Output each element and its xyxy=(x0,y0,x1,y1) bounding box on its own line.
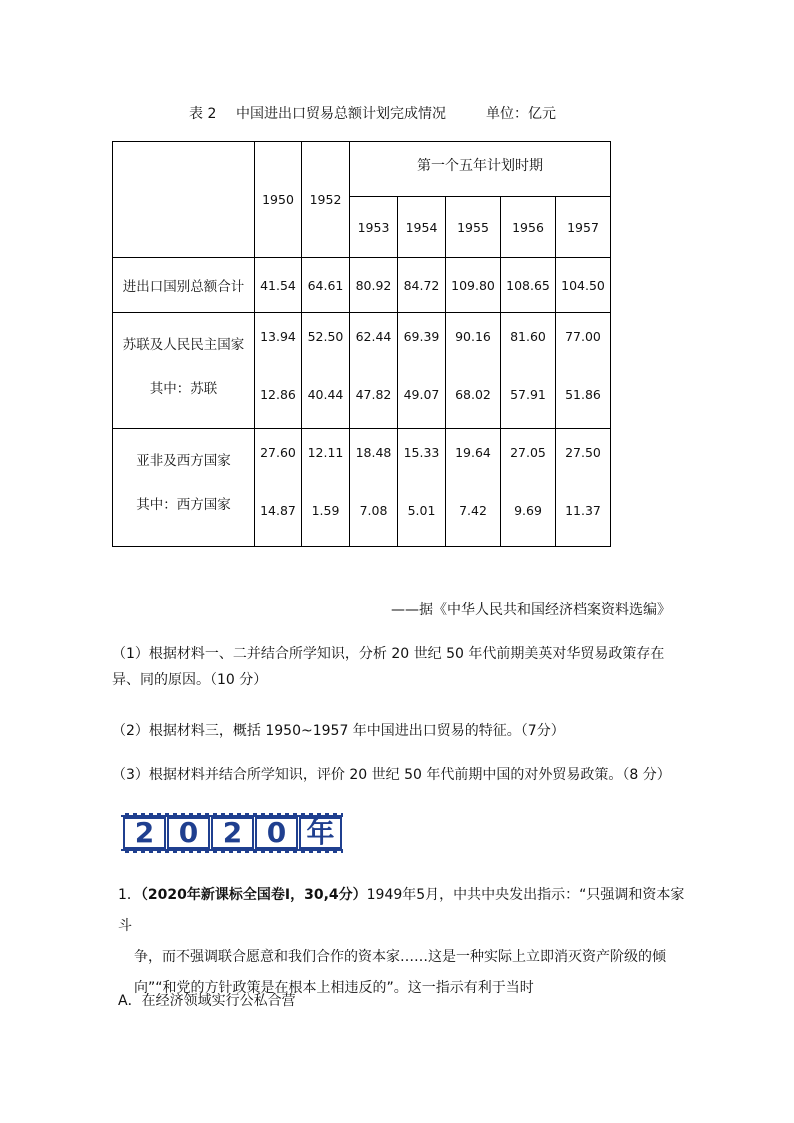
year-banner xyxy=(121,813,343,853)
table-cell: 27.05 xyxy=(510,445,546,460)
table-cell-group xyxy=(302,429,350,547)
table-cell: 104.50 xyxy=(556,258,611,313)
table-number: 表 2 xyxy=(189,106,217,122)
table-cell-group xyxy=(398,313,446,429)
question-item-1 xyxy=(118,880,688,1004)
table-cell: 1.59 xyxy=(311,503,340,518)
table-cell: 7.08 xyxy=(359,503,388,518)
year-header: 1957 xyxy=(556,197,611,258)
table-cell: 68.02 xyxy=(455,387,491,402)
year-banner-char: 0 xyxy=(255,817,298,849)
table-cell: 69.39 xyxy=(403,329,440,344)
table-cell: 108.65 xyxy=(501,258,556,313)
year-header: 1955 xyxy=(446,197,501,258)
plan-period-header: 第一个五年计划时期 xyxy=(350,142,611,197)
year-header: 1956 xyxy=(501,197,556,258)
table-cell: 18.48 xyxy=(355,445,392,460)
table-cell: 12.11 xyxy=(307,445,344,460)
table-cell-group xyxy=(446,429,501,547)
table-corner-cell xyxy=(113,142,255,258)
item-source-tag: （2020年新课标全国卷Ⅰ，30,4分） xyxy=(140,887,367,903)
year-header: 1952 xyxy=(302,142,350,258)
table-cell: 5.01 xyxy=(407,503,436,518)
trade-table xyxy=(112,141,611,547)
question-3: （3）根据材料并结合所学知识，评价 20 世纪 50 年代前期中国的对外贸易政策。（8 分） xyxy=(112,767,671,783)
table-cell: 90.16 xyxy=(455,329,491,344)
table-cell-group xyxy=(302,313,350,429)
table-cell-group xyxy=(446,313,501,429)
row-sublabel: 其中：西方国家 xyxy=(136,497,231,513)
year-header: 1954 xyxy=(398,197,446,258)
item-text-line: 1949年5月，中共中央发出指示：“只强调和资本家斗 xyxy=(118,887,685,934)
table-cell: 9.69 xyxy=(514,503,542,518)
table-cell: 15.33 xyxy=(403,445,440,460)
table-cell: 14.87 xyxy=(260,503,296,518)
table-cell: 27.60 xyxy=(260,445,296,460)
table-cell: 57.91 xyxy=(510,387,546,402)
table-unit: 单位：亿元 xyxy=(486,106,556,122)
table-cell: 77.00 xyxy=(565,329,601,344)
table-cell: 62.44 xyxy=(355,329,392,344)
table-cell: 41.54 xyxy=(255,258,302,313)
year-header: 1950 xyxy=(255,142,302,258)
year-banner-char: 年 xyxy=(299,817,342,849)
source-citation: ——据《中华人民共和国经济档案资料选编》 xyxy=(391,602,671,618)
table-cell-group xyxy=(398,429,446,547)
table-cell: 47.82 xyxy=(355,387,392,402)
table-cell-group xyxy=(255,429,302,547)
row-sublabel: 其中：苏联 xyxy=(149,381,218,397)
table-cell: 64.61 xyxy=(302,258,350,313)
table-cell-group xyxy=(350,429,398,547)
item-first-line xyxy=(118,880,688,942)
year-banner-char: 0 xyxy=(167,817,210,849)
year-banner-char: 2 xyxy=(211,817,254,849)
table-cell-group xyxy=(556,313,611,429)
table-cell: 51.86 xyxy=(565,387,601,402)
item-text-line: 向”“和党的方针政策是在根本上相违反的”。这一指示有利于当时 xyxy=(134,980,534,996)
table-cell: 49.07 xyxy=(403,387,440,402)
table-cell: 19.64 xyxy=(455,445,491,460)
row-label: 亚非及西方国家 xyxy=(136,453,231,469)
year-header: 1953 xyxy=(350,197,398,258)
table-cell-group xyxy=(255,313,302,429)
table-cell-group xyxy=(501,429,556,547)
table-cell: 7.42 xyxy=(459,503,487,518)
row-label: 进出口国别总额合计 xyxy=(113,258,255,313)
table-cell: 27.50 xyxy=(565,445,601,460)
table-cell: 109.80 xyxy=(446,258,501,313)
row-label-group xyxy=(113,313,255,429)
item-text-line: 争，而不强调联合愿意和我们合作的资本家……这是一种实际上立即消灭资产阶级的倾 xyxy=(134,949,666,965)
question-2: （2）根据材料三，概括 1950~1957 年中国进出口贸易的特征。（7分） xyxy=(112,723,565,739)
table-cell: 40.44 xyxy=(307,387,344,402)
table-cell: 13.94 xyxy=(260,329,296,344)
row-label: 苏联及人民民主国家 xyxy=(122,337,245,353)
option-a[interactable]: A．在经济领域实行公私合营 xyxy=(118,993,296,1009)
question-1: （1）根据材料一、二并结合所学知识，分析 20 世纪 50 年代前期美英对华贸易政策存在异、同的原因。（10 分） xyxy=(112,646,665,688)
table-cell-group xyxy=(501,313,556,429)
row-label-group xyxy=(113,429,255,547)
table-cell: 81.60 xyxy=(510,329,546,344)
table-cell: 12.86 xyxy=(260,387,296,402)
item-number: 1． xyxy=(118,887,141,903)
table-cell-group xyxy=(350,313,398,429)
year-banner-char: 2 xyxy=(123,817,166,849)
table-cell: 11.37 xyxy=(565,503,601,518)
table-title: 中国进出口贸易总额计划完成情况 xyxy=(236,106,446,122)
table-cell: 52.50 xyxy=(307,329,344,344)
table-cell-group xyxy=(556,429,611,547)
table-cell: 84.72 xyxy=(398,258,446,313)
table-cell: 80.92 xyxy=(350,258,398,313)
